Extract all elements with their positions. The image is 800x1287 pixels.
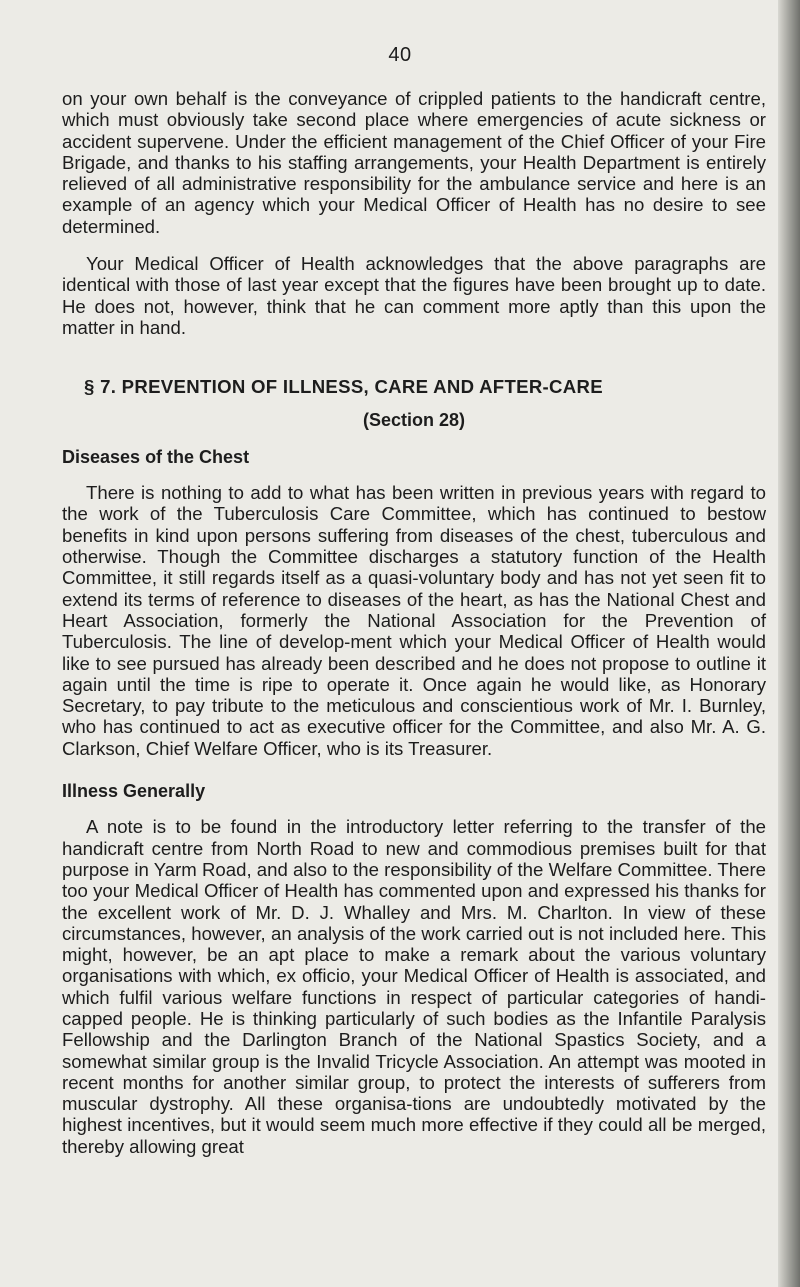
page-edge-shadow [778, 0, 800, 1287]
section-subheading: (Section 28) [362, 409, 466, 430]
paragraph-ambulance: on your own behalf is the conveyance of crippled patients to the handicraft centre, which must obviously take second place where emergencies of acute sickness or accident supervene. Under the efficient management of the Chief Officer of your Fire Brigade, and thanks to his staffing arrangements, your Health Department is entirely relieved of all administrative responsibility for the ambulance service and here is an example of an agency which your Medical Officer of Health has no desire to see determined. [62, 88, 766, 237]
section-heading: § 7. PREVENTION OF ILLNESS, CARE AND AFTER-CARE [84, 376, 603, 398]
page-number: 40 [388, 44, 412, 66]
illness-heading: Illness Generally [62, 781, 206, 802]
chest-paragraph: There is nothing to add to what has been written in previous years with regard to the work of the Tuberculosis Care Committee, which has continued to bestow benefits in kind upon persons suffering from diseases of the chest, tuberculous and otherwise. Though the Committee discharges a statutory function of the Health Committee, it still regards itself as a quasi-voluntary body and has not yet seen fit to extend its terms of reference to diseases of the heart, as has the National Chest and Heart Association, formerly the National Association for the Prevention of Tuberculosis. The line of develop-ment which your Medical Officer of Health would like to see pursued has already been described and he does not propose to outline it again until the time is ripe to operate it. Once again he would like, as Honorary Secretary, to pay tribute to the meticulous and conscientious work of Mr. I. Burnley, who has continued to act as executive officer for the Committee, and also Mr. A. G. Clarkson, Chief Welfare Officer, who is its Treasurer. [62, 482, 766, 759]
illness-paragraph: A note is to be found in the introductory letter referring to the transfer of the handicraft centre from North Road to new and commodious premises built for that purpose in Yarm Road, and also to the responsibility of the Welfare Committee. There too your Medical Officer of Health has commented upon and expressed his thanks for the excellent work of Mr. D. J. Whalley and Mrs. M. Charlton. In view of these circumstances, however, an analysis of the work carried out is not included here. This might, however, be an apt place to make a remark about the various voluntary organisations with which, ex officio, your Medical Officer of Health is associated, and which fulfil various welfare functions in respect of particular categories of handi-capped people. He is thinking particularly of such bodies as the Infantile Paralysis Fellowship and the Darlington Branch of the National Spastics Society, and a somewhat similar group is the Invalid Tricycle Association. An attempt was mooted in recent months for another similar group, to protect the interests of sufferers from muscular dystrophy. All these organisa-tions are undoubtedly motivated by the highest incentives, but it would seem much more effective if they could all be merged, thereby allowing great [62, 816, 766, 1157]
document-body [62, 88, 766, 1157]
chest-heading: Diseases of the Chest [62, 446, 250, 467]
paragraph-acknowledgement: Your Medical Officer of Health acknowledges that the above paragraphs are identical with those of last year except that the figures have been brought up to date. He does not, however, think that he can comment more aptly than this upon the matter in hand. [62, 253, 766, 338]
